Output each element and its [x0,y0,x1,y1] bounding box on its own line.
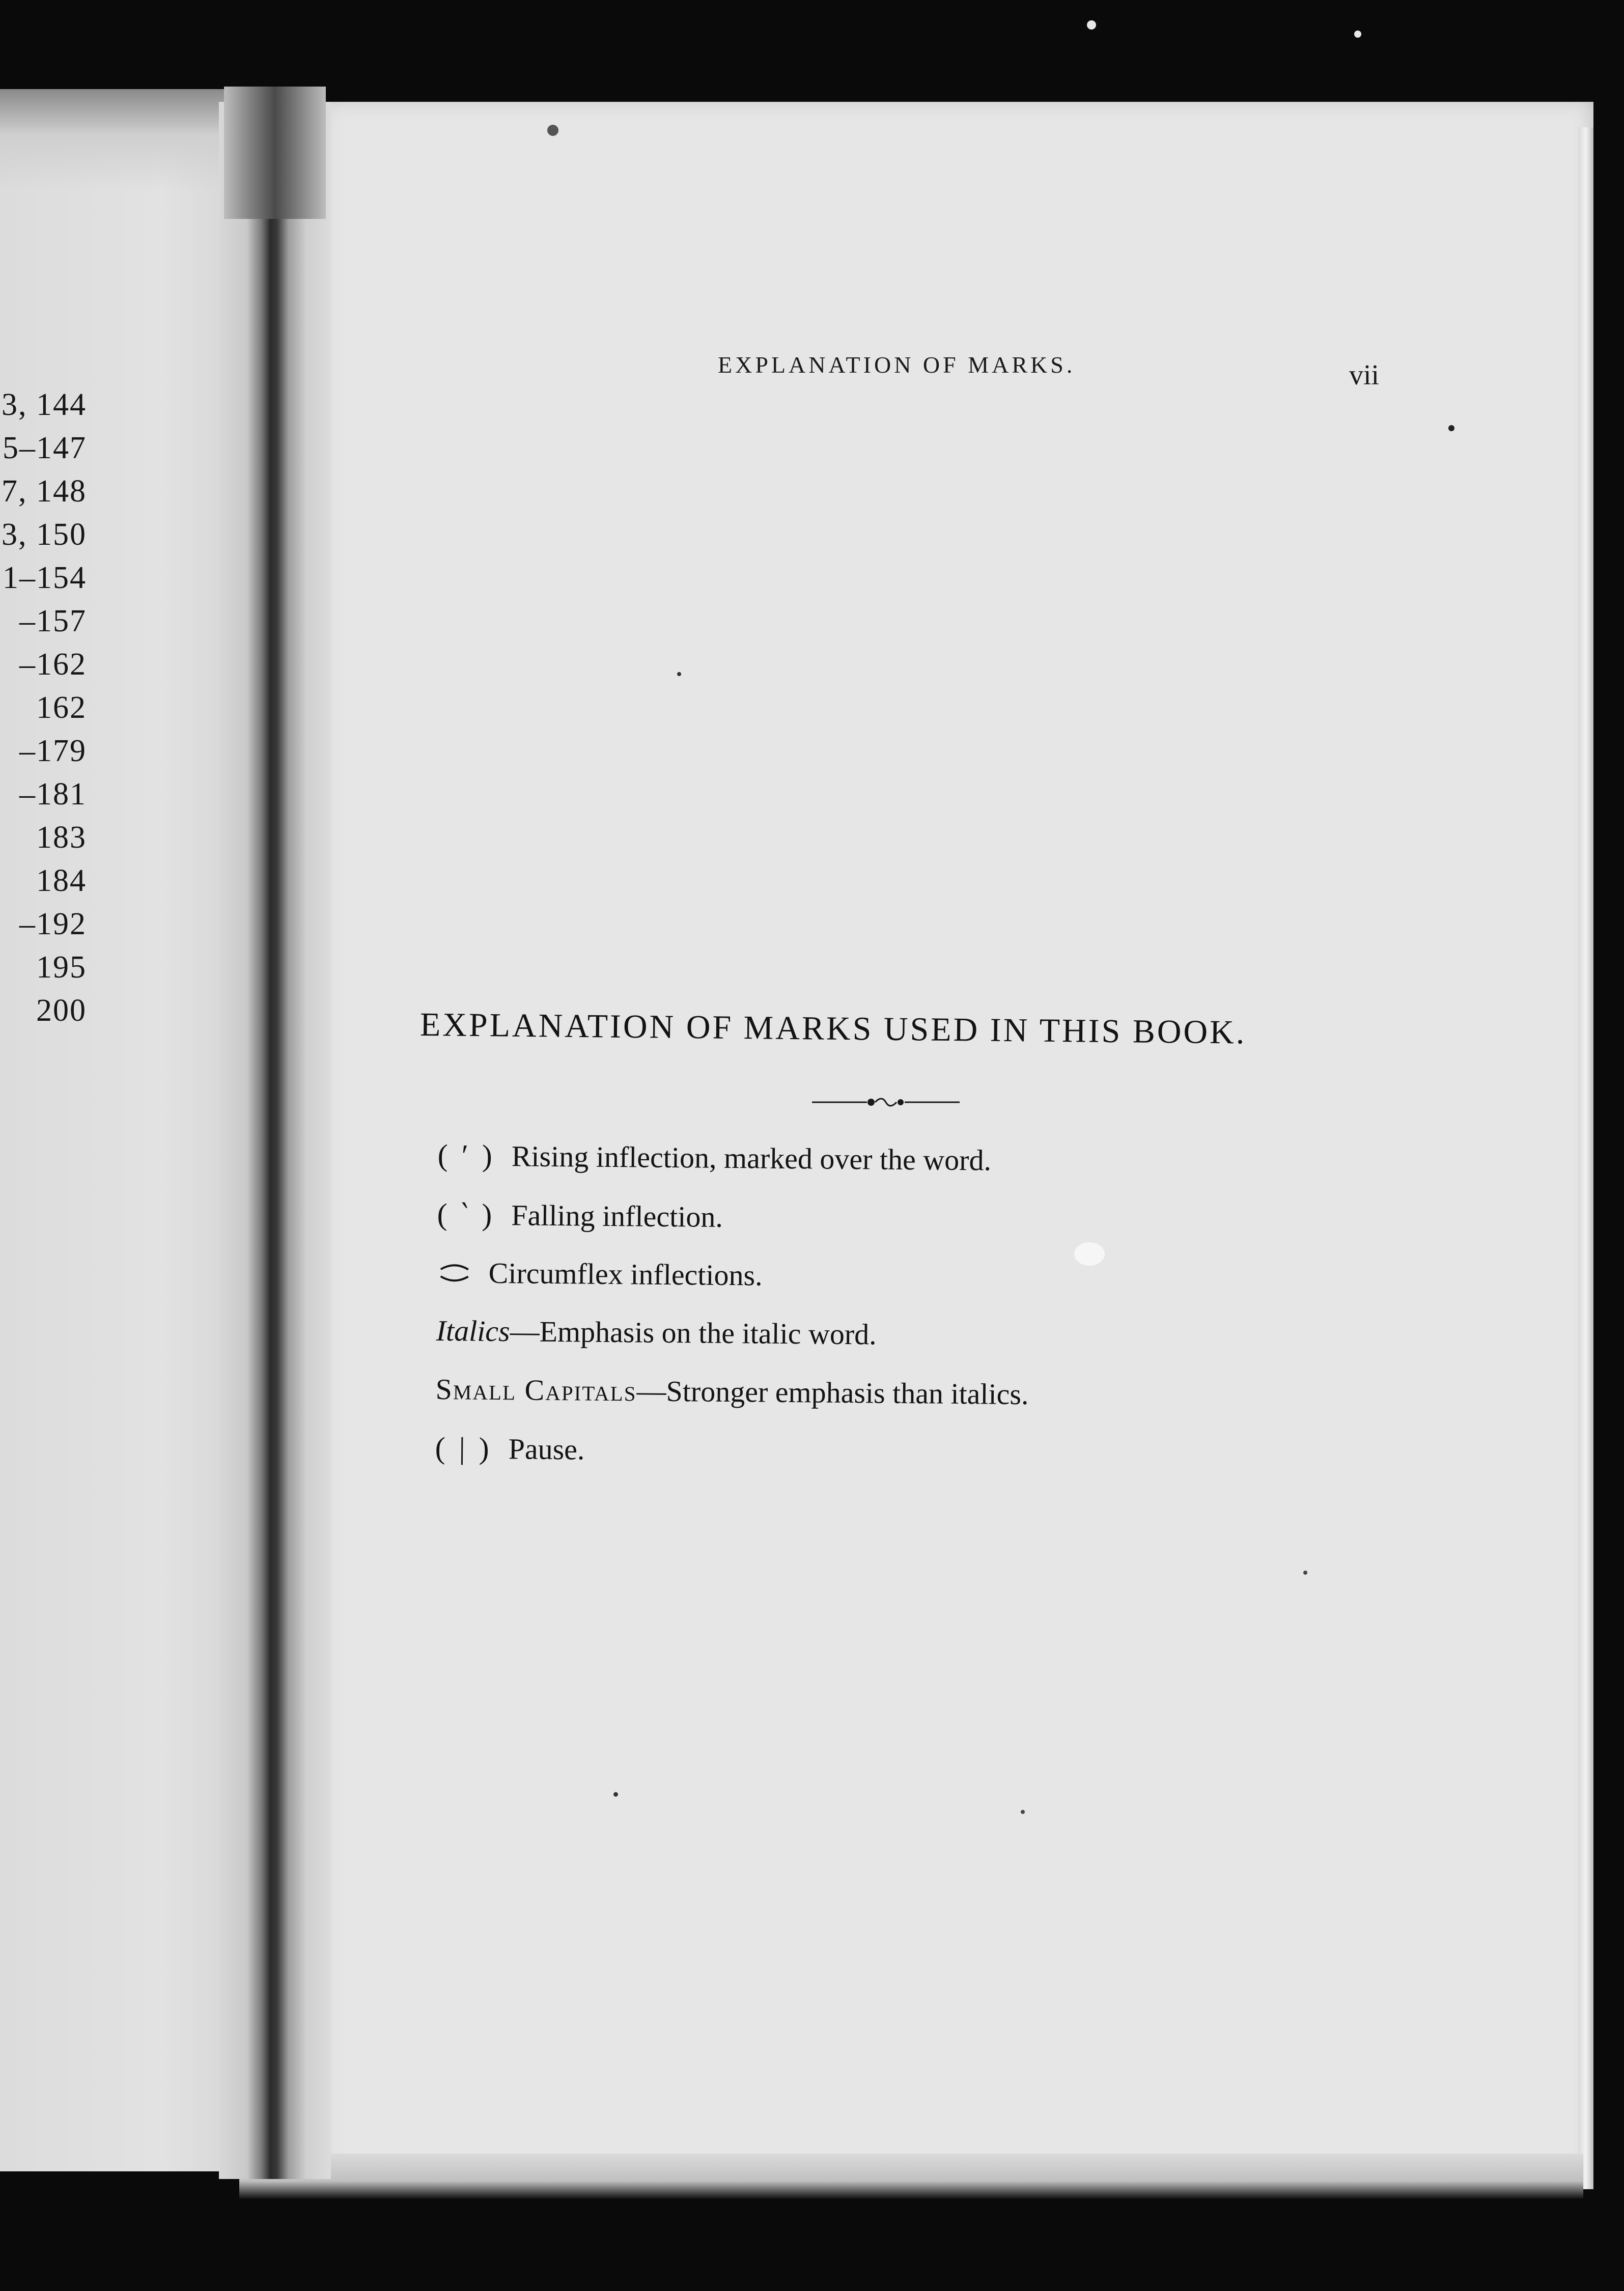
left-page-number: 195 [36,950,87,985]
left-page-number: –179 [19,734,87,768]
page-edge [1578,127,1593,2189]
rising-mark: ( ′ ) [437,1138,496,1172]
left-page-number: 1–154 [3,561,87,595]
book-gutter-top [224,87,326,219]
scan-speck [547,125,558,136]
page-number: vii [1349,359,1380,391]
scan-speck [1354,31,1361,38]
legend-item-rising [437,1138,991,1178]
legend-item-small-capitals [435,1372,1028,1411]
legend-item-text: Falling inflection. [511,1198,723,1234]
scan-speck [1087,20,1096,30]
pause-mark: ( | ) [435,1431,492,1465]
left-page-number: 3, 144 [2,387,87,422]
legend-item-text: —Emphasis on the italic word. [510,1315,877,1351]
left-page-number: –192 [19,907,87,941]
left-page-number: 7, 148 [2,474,87,509]
left-page-number: 183 [36,820,87,855]
page-title: EXPLANATION OF MARKS USED IN THIS BOOK. [419,1006,1247,1051]
left-page-number: 162 [36,690,87,725]
ornament-divider-icon [812,1092,960,1112]
scan-speck [1021,1810,1025,1814]
page-bottom-edge [239,2154,1583,2199]
left-page-number: –162 [19,647,87,682]
left-page-number: –181 [19,777,87,812]
left-page-number: 184 [36,863,87,898]
scan-speck [1448,425,1454,431]
legend-item-text: Rising inflection, marked over the word. [511,1139,992,1177]
scan-speck [1303,1571,1307,1575]
scan-speck [613,1792,618,1797]
legend-item-circumflex [436,1255,763,1293]
left-page-number: 3, 150 [2,517,87,552]
legend-item-text: Circumflex inflections. [488,1256,763,1292]
book-gutter [219,102,331,2179]
scan-speck [677,672,681,676]
left-page-number: –157 [19,604,87,638]
legend-item-italics [436,1314,877,1352]
circumflex-icon [436,1255,472,1291]
legend-item-falling [437,1196,723,1235]
legend-item-pause [435,1431,584,1467]
small-capitals-term: Small Capitals [435,1372,637,1408]
left-page-number: 200 [36,993,87,1028]
running-head: EXPLANATION OF MARKS. [718,352,1076,378]
legend-item-text: —Stronger emphasis than italics. [636,1374,1029,1411]
italics-term: Italics [436,1314,510,1348]
scan-speck [1074,1242,1105,1266]
falling-mark: ( ‵ ) [437,1197,495,1232]
left-page-number: 5–147 [3,431,87,465]
legend-item-text: Pause. [508,1432,585,1466]
